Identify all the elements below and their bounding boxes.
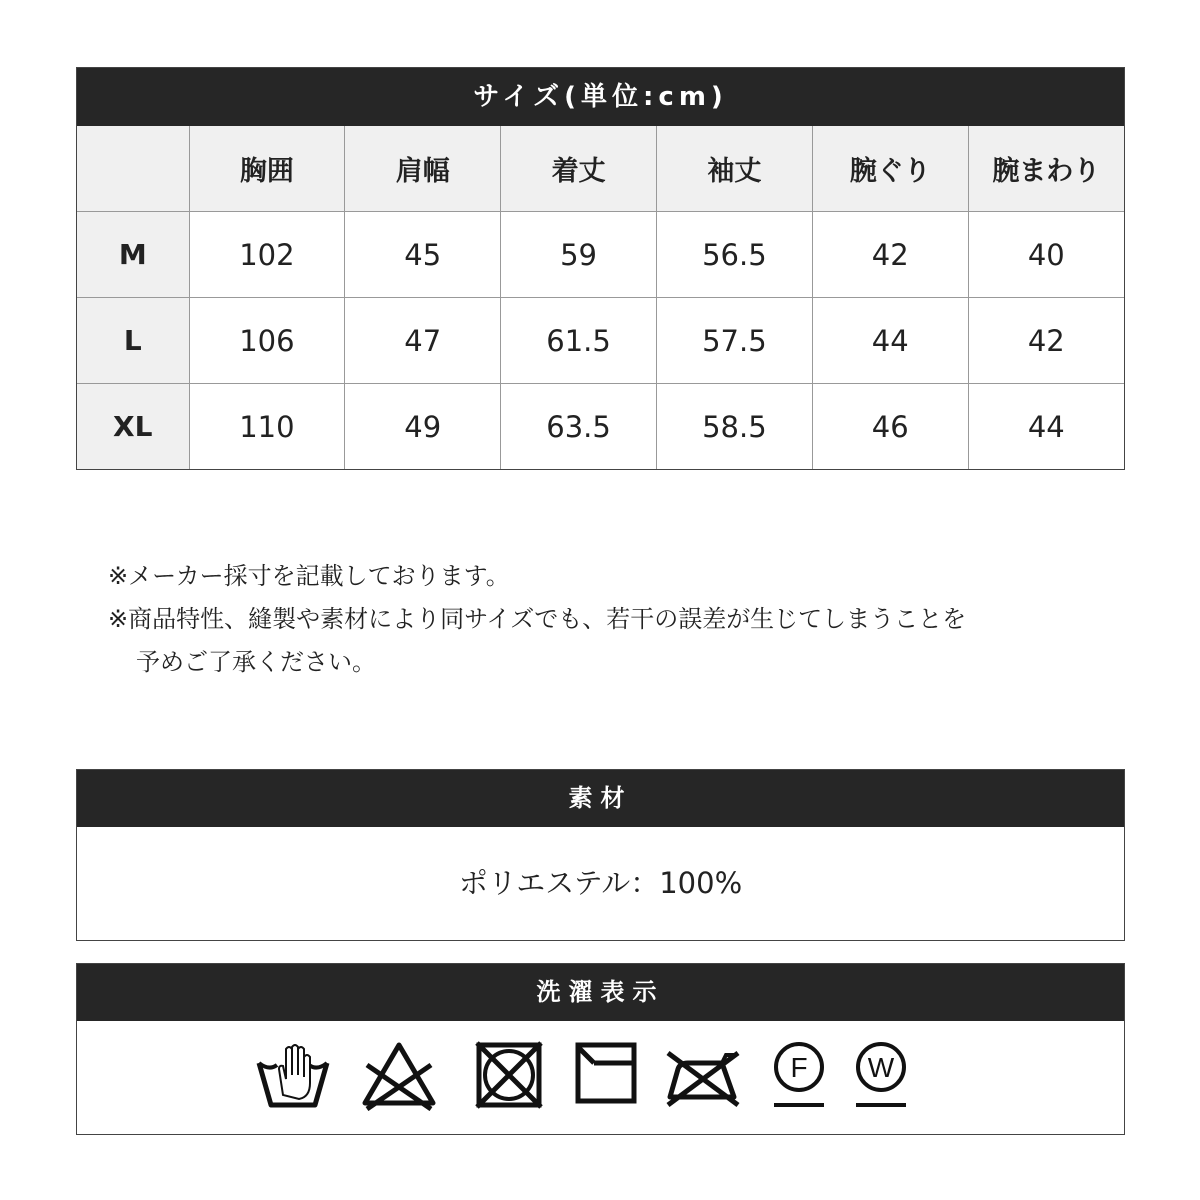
washing-icons [77, 1021, 1124, 1134]
column-header: 胸囲 [189, 126, 345, 212]
table-cell: 63.5 [501, 384, 657, 470]
washing-title: 洗濯表示 [77, 964, 1124, 1021]
table-cell: 46 [812, 384, 968, 470]
note-line: ※商品特性、縫製や素材により同サイズでも、若干の誤差が生じてしまうことを [108, 605, 967, 633]
table-cell: 42 [968, 298, 1124, 384]
column-header: 腕まわり [968, 126, 1124, 212]
size-table-title: サイズ(単位:cm) [77, 68, 1124, 126]
dry-clean-letter: F [790, 1052, 808, 1083]
table-cell: 102 [189, 212, 345, 298]
column-header: 腕ぐり [812, 126, 968, 212]
row-header: L [77, 298, 189, 384]
table-cell: 44 [968, 384, 1124, 470]
corner-cell [77, 126, 189, 212]
no-tumble-dry-icon [473, 1039, 545, 1111]
material-section [76, 769, 1125, 941]
table-cell: 110 [189, 384, 345, 470]
no-bleach-icon [361, 1039, 437, 1111]
note-line: ※メーカー採寸を記載しております。 [108, 562, 510, 590]
table-cell: 49 [345, 384, 501, 470]
table-row [77, 298, 1124, 384]
column-header: 肩幅 [345, 126, 501, 212]
table-cell: 44 [812, 298, 968, 384]
table-cell: 45 [345, 212, 501, 298]
note-line: 予めご了承ください。 [136, 648, 376, 676]
hand-wash-icon [255, 1039, 331, 1111]
table-cell: 57.5 [656, 298, 812, 384]
table-row [77, 212, 1124, 298]
notes [108, 555, 966, 684]
table-cell: 106 [189, 298, 345, 384]
table-cell: 40 [968, 212, 1124, 298]
size-table-section [76, 67, 1125, 470]
table-cell: 61.5 [501, 298, 657, 384]
size-table-header-row [77, 126, 1124, 212]
table-row [77, 384, 1124, 470]
row-header: XL [77, 384, 189, 470]
washing-section [76, 963, 1125, 1135]
column-header: 着丈 [501, 126, 657, 212]
wet-clean-letter: W [867, 1052, 895, 1083]
material-content: ポリエステル：100% [458, 866, 743, 900]
table-cell: 42 [812, 212, 968, 298]
table-cell: 58.5 [656, 384, 812, 470]
line-dry-shade-icon [574, 1039, 638, 1107]
wet-clean-w-icon [854, 1039, 908, 1111]
table-cell: 59 [501, 212, 657, 298]
no-iron-icon [664, 1039, 742, 1111]
table-cell: 47 [345, 298, 501, 384]
size-table [77, 126, 1124, 469]
material-title: 素材 [77, 770, 1124, 827]
row-header: M [77, 212, 189, 298]
table-cell: 56.5 [656, 212, 812, 298]
column-header: 袖丈 [656, 126, 812, 212]
dry-clean-f-icon [772, 1039, 826, 1111]
